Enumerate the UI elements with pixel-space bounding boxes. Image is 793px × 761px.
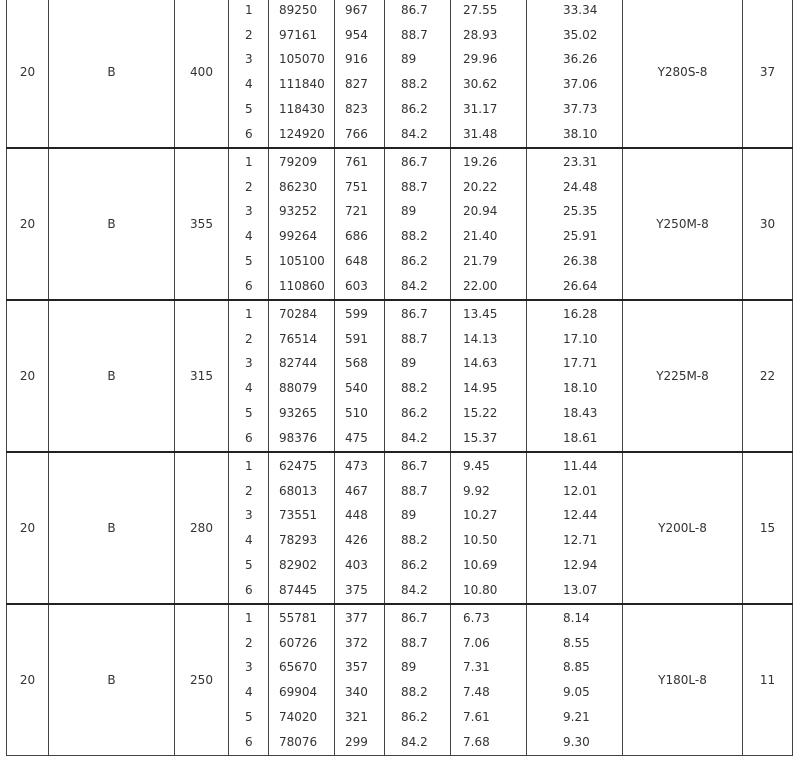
impeller-size-cell: 315 bbox=[175, 300, 229, 452]
airflow-cell: 105070 bbox=[269, 47, 335, 72]
row-index-cell: 3 bbox=[229, 199, 269, 224]
shaft-power-cell: 21.79 bbox=[451, 249, 527, 274]
pressure-cell: 448 bbox=[335, 503, 385, 528]
machine-number-cell: 20 bbox=[7, 452, 49, 604]
airflow-cell: 74020 bbox=[269, 705, 335, 730]
row-index-cell: 2 bbox=[229, 22, 269, 47]
row-index-cell: 6 bbox=[229, 122, 269, 148]
row-index-cell: 2 bbox=[229, 630, 269, 655]
table-row bbox=[7, 604, 793, 630]
shaft-power-cell: 30.62 bbox=[451, 72, 527, 97]
shaft-power-cell: 14.95 bbox=[451, 376, 527, 401]
motor-power-required-cell: 24.48 bbox=[527, 174, 623, 199]
motor-power-required-cell: 37.06 bbox=[527, 72, 623, 97]
pressure-cell: 321 bbox=[335, 705, 385, 730]
efficiency-cell: 88.2 bbox=[385, 680, 451, 705]
row-index-cell: 4 bbox=[229, 528, 269, 553]
shaft-power-cell: 31.48 bbox=[451, 122, 527, 148]
airflow-cell: 86230 bbox=[269, 174, 335, 199]
airflow-cell: 87445 bbox=[269, 578, 335, 604]
motor-power-required-cell: 18.61 bbox=[527, 426, 623, 452]
motor-power-cell: 15 bbox=[743, 452, 793, 604]
efficiency-cell: 88.2 bbox=[385, 376, 451, 401]
shaft-power-cell: 10.50 bbox=[451, 528, 527, 553]
motor-power-required-cell: 17.10 bbox=[527, 326, 623, 351]
airflow-cell: 69904 bbox=[269, 680, 335, 705]
pressure-cell: 340 bbox=[335, 680, 385, 705]
pressure-cell: 591 bbox=[335, 326, 385, 351]
airflow-cell: 88079 bbox=[269, 376, 335, 401]
efficiency-cell: 89 bbox=[385, 655, 451, 680]
drive-type-cell: B bbox=[49, 148, 175, 300]
shaft-power-cell: 20.94 bbox=[451, 199, 527, 224]
efficiency-cell: 86.7 bbox=[385, 0, 451, 22]
motor-power-required-cell: 26.64 bbox=[527, 274, 623, 300]
efficiency-cell: 86.7 bbox=[385, 300, 451, 326]
efficiency-cell: 88.2 bbox=[385, 72, 451, 97]
efficiency-cell: 88.7 bbox=[385, 478, 451, 503]
motor-model-cell: Y180L-8 bbox=[623, 604, 743, 756]
motor-power-required-cell: 13.07 bbox=[527, 578, 623, 604]
airflow-cell: 110860 bbox=[269, 274, 335, 300]
pressure-cell: 751 bbox=[335, 174, 385, 199]
airflow-cell: 98376 bbox=[269, 426, 335, 452]
pressure-cell: 827 bbox=[335, 72, 385, 97]
table-row bbox=[7, 300, 793, 326]
shaft-power-cell: 29.96 bbox=[451, 47, 527, 72]
airflow-cell: 93265 bbox=[269, 401, 335, 426]
airflow-cell: 124920 bbox=[269, 122, 335, 148]
pressure-cell: 475 bbox=[335, 426, 385, 452]
drive-type-cell: B bbox=[49, 604, 175, 756]
row-index-cell: 4 bbox=[229, 376, 269, 401]
motor-power-required-cell: 8.55 bbox=[527, 630, 623, 655]
row-index-cell: 1 bbox=[229, 148, 269, 174]
shaft-power-cell: 28.93 bbox=[451, 22, 527, 47]
motor-power-required-cell: 36.26 bbox=[527, 47, 623, 72]
pressure-cell: 721 bbox=[335, 199, 385, 224]
motor-power-required-cell: 12.94 bbox=[527, 553, 623, 578]
row-index-cell: 1 bbox=[229, 0, 269, 22]
airflow-cell: 99264 bbox=[269, 224, 335, 249]
pressure-cell: 967 bbox=[335, 0, 385, 22]
motor-power-required-cell: 25.35 bbox=[527, 199, 623, 224]
shaft-power-cell: 21.40 bbox=[451, 224, 527, 249]
pressure-cell: 375 bbox=[335, 578, 385, 604]
shaft-power-cell: 10.80 bbox=[451, 578, 527, 604]
efficiency-cell: 86.2 bbox=[385, 249, 451, 274]
efficiency-cell: 86.7 bbox=[385, 148, 451, 174]
shaft-power-cell: 13.45 bbox=[451, 300, 527, 326]
efficiency-cell: 86.2 bbox=[385, 553, 451, 578]
row-index-cell: 5 bbox=[229, 705, 269, 730]
pressure-cell: 823 bbox=[335, 97, 385, 122]
row-index-cell: 1 bbox=[229, 452, 269, 478]
motor-power-required-cell: 38.10 bbox=[527, 122, 623, 148]
efficiency-cell: 86.2 bbox=[385, 705, 451, 730]
pressure-cell: 599 bbox=[335, 300, 385, 326]
row-index-cell: 2 bbox=[229, 174, 269, 199]
row-index-cell: 6 bbox=[229, 578, 269, 604]
pressure-cell: 403 bbox=[335, 553, 385, 578]
efficiency-cell: 89 bbox=[385, 351, 451, 376]
row-index-cell: 5 bbox=[229, 401, 269, 426]
table-row bbox=[7, 452, 793, 478]
shaft-power-cell: 7.61 bbox=[451, 705, 527, 730]
row-index-cell: 6 bbox=[229, 426, 269, 452]
drive-type-cell: B bbox=[49, 452, 175, 604]
efficiency-cell: 86.2 bbox=[385, 401, 451, 426]
motor-power-required-cell: 12.01 bbox=[527, 478, 623, 503]
row-index-cell: 2 bbox=[229, 326, 269, 351]
motor-power-required-cell: 12.44 bbox=[527, 503, 623, 528]
impeller-size-cell: 250 bbox=[175, 604, 229, 756]
shaft-power-cell: 14.13 bbox=[451, 326, 527, 351]
airflow-cell: 118430 bbox=[269, 97, 335, 122]
pressure-cell: 568 bbox=[335, 351, 385, 376]
airflow-cell: 62475 bbox=[269, 452, 335, 478]
table-row bbox=[7, 0, 793, 22]
motor-power-required-cell: 26.38 bbox=[527, 249, 623, 274]
row-index-cell: 4 bbox=[229, 72, 269, 97]
airflow-cell: 55781 bbox=[269, 604, 335, 630]
table-body bbox=[7, 0, 793, 756]
pressure-cell: 954 bbox=[335, 22, 385, 47]
airflow-cell: 79209 bbox=[269, 148, 335, 174]
row-index-cell: 6 bbox=[229, 730, 269, 756]
airflow-cell: 78076 bbox=[269, 730, 335, 756]
airflow-cell: 82744 bbox=[269, 351, 335, 376]
motor-model-cell: Y225M-8 bbox=[623, 300, 743, 452]
pressure-cell: 377 bbox=[335, 604, 385, 630]
efficiency-cell: 89 bbox=[385, 47, 451, 72]
pressure-cell: 916 bbox=[335, 47, 385, 72]
efficiency-cell: 88.7 bbox=[385, 174, 451, 199]
pressure-cell: 357 bbox=[335, 655, 385, 680]
shaft-power-cell: 7.68 bbox=[451, 730, 527, 756]
efficiency-cell: 88.7 bbox=[385, 22, 451, 47]
motor-power-required-cell: 9.30 bbox=[527, 730, 623, 756]
row-index-cell: 3 bbox=[229, 351, 269, 376]
row-index-cell: 5 bbox=[229, 97, 269, 122]
efficiency-cell: 86.7 bbox=[385, 452, 451, 478]
efficiency-cell: 88.2 bbox=[385, 224, 451, 249]
motor-power-required-cell: 37.73 bbox=[527, 97, 623, 122]
airflow-cell: 82902 bbox=[269, 553, 335, 578]
row-index-cell: 2 bbox=[229, 478, 269, 503]
machine-number-cell: 20 bbox=[7, 148, 49, 300]
airflow-cell: 93252 bbox=[269, 199, 335, 224]
row-index-cell: 5 bbox=[229, 553, 269, 578]
shaft-power-cell: 7.31 bbox=[451, 655, 527, 680]
motor-power-required-cell: 18.43 bbox=[527, 401, 623, 426]
motor-power-required-cell: 9.21 bbox=[527, 705, 623, 730]
shaft-power-cell: 31.17 bbox=[451, 97, 527, 122]
efficiency-cell: 88.2 bbox=[385, 528, 451, 553]
row-index-cell: 6 bbox=[229, 274, 269, 300]
motor-power-required-cell: 9.05 bbox=[527, 680, 623, 705]
shaft-power-cell: 27.55 bbox=[451, 0, 527, 22]
pressure-cell: 761 bbox=[335, 148, 385, 174]
row-index-cell: 3 bbox=[229, 655, 269, 680]
efficiency-cell: 86.7 bbox=[385, 604, 451, 630]
shaft-power-cell: 14.63 bbox=[451, 351, 527, 376]
motor-power-required-cell: 33.34 bbox=[527, 0, 623, 22]
shaft-power-cell: 20.22 bbox=[451, 174, 527, 199]
airflow-cell: 105100 bbox=[269, 249, 335, 274]
motor-power-cell: 37 bbox=[743, 0, 793, 148]
machine-number-cell: 20 bbox=[7, 300, 49, 452]
airflow-cell: 68013 bbox=[269, 478, 335, 503]
drive-type-cell: B bbox=[49, 300, 175, 452]
row-index-cell: 4 bbox=[229, 680, 269, 705]
motor-power-cell: 11 bbox=[743, 604, 793, 756]
efficiency-cell: 88.7 bbox=[385, 326, 451, 351]
impeller-size-cell: 400 bbox=[175, 0, 229, 148]
airflow-cell: 78293 bbox=[269, 528, 335, 553]
table-row bbox=[7, 148, 793, 174]
machine-number-cell: 20 bbox=[7, 0, 49, 148]
pressure-cell: 467 bbox=[335, 478, 385, 503]
efficiency-cell: 88.7 bbox=[385, 630, 451, 655]
efficiency-cell: 84.2 bbox=[385, 426, 451, 452]
motor-power-required-cell: 8.85 bbox=[527, 655, 623, 680]
pressure-cell: 540 bbox=[335, 376, 385, 401]
row-index-cell: 3 bbox=[229, 503, 269, 528]
motor-model-cell: Y280S-8 bbox=[623, 0, 743, 148]
motor-power-required-cell: 11.44 bbox=[527, 452, 623, 478]
pressure-cell: 510 bbox=[335, 401, 385, 426]
shaft-power-cell: 22.00 bbox=[451, 274, 527, 300]
motor-power-cell: 30 bbox=[743, 148, 793, 300]
shaft-power-cell: 15.22 bbox=[451, 401, 527, 426]
row-index-cell: 1 bbox=[229, 300, 269, 326]
airflow-cell: 111840 bbox=[269, 72, 335, 97]
shaft-power-cell: 9.45 bbox=[451, 452, 527, 478]
row-index-cell: 3 bbox=[229, 47, 269, 72]
shaft-power-cell: 15.37 bbox=[451, 426, 527, 452]
pressure-cell: 299 bbox=[335, 730, 385, 756]
shaft-power-cell: 19.26 bbox=[451, 148, 527, 174]
shaft-power-cell: 10.27 bbox=[451, 503, 527, 528]
shaft-power-cell: 9.92 bbox=[451, 478, 527, 503]
fan-performance-table bbox=[6, 0, 793, 756]
airflow-cell: 97161 bbox=[269, 22, 335, 47]
motor-power-required-cell: 16.28 bbox=[527, 300, 623, 326]
shaft-power-cell: 10.69 bbox=[451, 553, 527, 578]
pressure-cell: 473 bbox=[335, 452, 385, 478]
motor-model-cell: Y200L-8 bbox=[623, 452, 743, 604]
row-index-cell: 5 bbox=[229, 249, 269, 274]
row-index-cell: 4 bbox=[229, 224, 269, 249]
pressure-cell: 686 bbox=[335, 224, 385, 249]
airflow-cell: 89250 bbox=[269, 0, 335, 22]
shaft-power-cell: 6.73 bbox=[451, 604, 527, 630]
airflow-cell: 73551 bbox=[269, 503, 335, 528]
machine-number-cell: 20 bbox=[7, 604, 49, 756]
row-index-cell: 1 bbox=[229, 604, 269, 630]
efficiency-cell: 84.2 bbox=[385, 274, 451, 300]
efficiency-cell: 84.2 bbox=[385, 730, 451, 756]
efficiency-cell: 89 bbox=[385, 199, 451, 224]
pressure-cell: 426 bbox=[335, 528, 385, 553]
shaft-power-cell: 7.06 bbox=[451, 630, 527, 655]
motor-power-required-cell: 17.71 bbox=[527, 351, 623, 376]
pressure-cell: 372 bbox=[335, 630, 385, 655]
motor-power-required-cell: 25.91 bbox=[527, 224, 623, 249]
motor-power-required-cell: 18.10 bbox=[527, 376, 623, 401]
pressure-cell: 648 bbox=[335, 249, 385, 274]
airflow-cell: 60726 bbox=[269, 630, 335, 655]
motor-power-required-cell: 12.71 bbox=[527, 528, 623, 553]
motor-power-required-cell: 35.02 bbox=[527, 22, 623, 47]
airflow-cell: 65670 bbox=[269, 655, 335, 680]
efficiency-cell: 86.2 bbox=[385, 97, 451, 122]
shaft-power-cell: 7.48 bbox=[451, 680, 527, 705]
airflow-cell: 76514 bbox=[269, 326, 335, 351]
efficiency-cell: 84.2 bbox=[385, 578, 451, 604]
motor-power-required-cell: 8.14 bbox=[527, 604, 623, 630]
impeller-size-cell: 280 bbox=[175, 452, 229, 604]
motor-power-cell: 22 bbox=[743, 300, 793, 452]
impeller-size-cell: 355 bbox=[175, 148, 229, 300]
drive-type-cell: B bbox=[49, 0, 175, 148]
airflow-cell: 70284 bbox=[269, 300, 335, 326]
motor-model-cell: Y250M-8 bbox=[623, 148, 743, 300]
pressure-cell: 766 bbox=[335, 122, 385, 148]
efficiency-cell: 84.2 bbox=[385, 122, 451, 148]
efficiency-cell: 89 bbox=[385, 503, 451, 528]
pressure-cell: 603 bbox=[335, 274, 385, 300]
motor-power-required-cell: 23.31 bbox=[527, 148, 623, 174]
